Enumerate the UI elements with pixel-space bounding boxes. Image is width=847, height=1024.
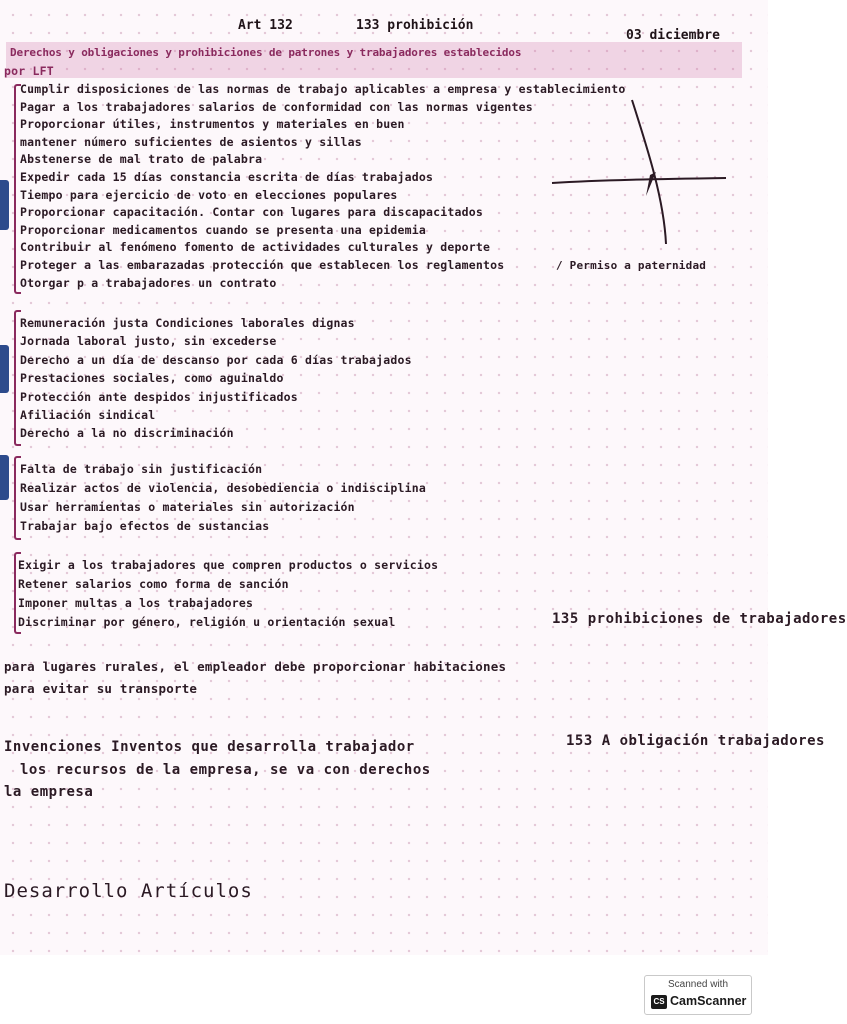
inventions-line: los recursos de la empresa, se va con derechos (20, 762, 431, 778)
footer-note: Desarrollo Artículos (4, 880, 253, 902)
paternity-note: / Permiso a paternidad (556, 259, 707, 272)
note-line: Proporcionar capacitación. Contar con lugares para discapacitados (20, 205, 484, 220)
note-line: Jornada laboral justo, sin excederse (20, 334, 277, 349)
camscanner-name: CamScanner (670, 994, 747, 1008)
article-reference: Art 132 (238, 18, 293, 33)
note-line: Expedir cada 15 días constancia escrita de días trabajados (20, 170, 434, 184)
camscanner-logo-icon: CS (651, 995, 667, 1009)
prohibition-reference: 133 prohibición (356, 18, 474, 33)
note-line: Exigir a los trabajadores que compren productos o servicios (18, 558, 439, 572)
note-line: Proporcionar útiles, instrumentos y materiales en buen (20, 117, 405, 132)
note-line: Imponer multas a los trabajadores (18, 596, 254, 610)
note-line: Retener salarios como forma de sanción (18, 577, 289, 591)
note-line: Derecho a un día de descanso por cada 6 días trabajados (20, 352, 412, 367)
note-line: Otorgar p a trabajadores un contrato (20, 275, 277, 290)
note-line: Discriminar por género, religión u orientación sexual (18, 615, 396, 629)
note-date: 03 diciembre (626, 28, 720, 43)
page-title-continued: por LFT (4, 64, 54, 78)
note-line: Protección ante despidos injustificados (20, 389, 298, 404)
note-line: Remuneración justa Condiciones laborales dignas (20, 316, 355, 330)
note-line: Cumplir disposiciones de las normas de trabajo aplicables a empresa y establecimiento (20, 82, 626, 96)
note-line: Proporcionar medicamentos cuando se presenta una epidemia (20, 222, 427, 237)
side-note-obligacion: 153 A obligación trabajadores (566, 733, 825, 749)
side-note-prohibiciones: 135 prohibiciones de trabajadores (552, 611, 847, 627)
note-line: Usar herramientas o materiales sin autorización (20, 500, 355, 514)
note-line: Proteger a las embarazadas protección que establecen los reglamentos (20, 258, 505, 272)
note-line: Abstenerse de mal trato de palabra (20, 152, 263, 167)
rural-note-line: para lugares rurales, el empleador debe proporcionar habitaciones (4, 659, 507, 674)
inventions-line: Invenciones Inventos que desarrolla trabajador (4, 739, 415, 755)
note-line: Tiempo para ejercicio de voto en elecciones populares (20, 187, 398, 202)
inventions-line: la empresa (4, 784, 94, 800)
camscanner-badge (644, 975, 752, 1015)
note-line: Falta de trabajo sin justificación (20, 462, 263, 476)
note-line: mantener número suficientes de asientos y sillas (20, 134, 362, 149)
page-title: Derechos y obligaciones y prohibiciones de patrones y trabajadores establecidos (10, 46, 522, 59)
note-line: Pagar a los trabajadores salarios de conformidad con las normas vigentes (20, 99, 533, 114)
note-line: Trabajar bajo efectos de sustancias (20, 519, 270, 533)
note-line: Contribuir al fenómeno fomento de actividades culturales y deporte (20, 240, 491, 255)
note-line: Afiliación sindical (20, 408, 156, 422)
rural-note-line: para evitar su transporte (4, 681, 198, 696)
note-line: Prestaciones sociales, como aguinaldo (20, 371, 284, 386)
scanned-with-label: Scanned with (667, 979, 729, 990)
note-line: Realizar actos de violencia, desobediencia o indisciplina (20, 481, 427, 495)
note-line: Derecho a la no discriminación (20, 426, 234, 441)
